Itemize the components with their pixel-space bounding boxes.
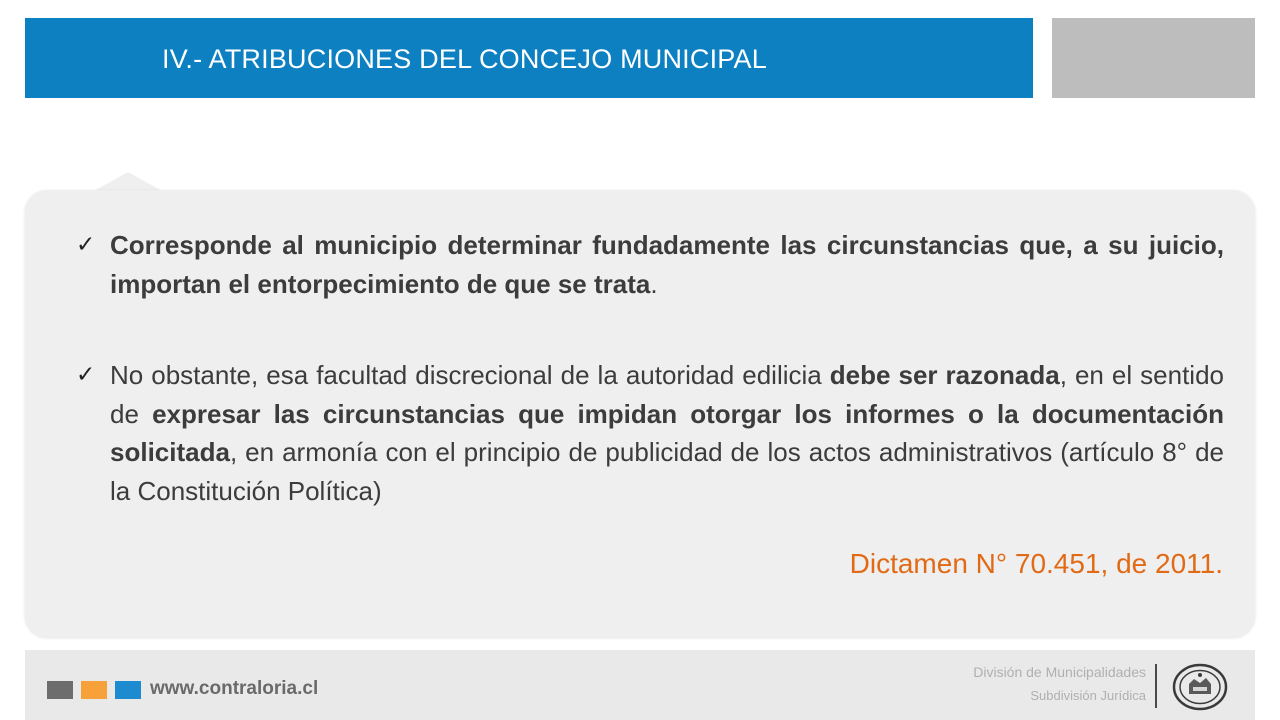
bullet-item-2 — [76, 356, 1225, 510]
bullet-2-text-2: , en el sentido de — [110, 360, 1225, 429]
check-icon: ✓ — [76, 232, 96, 258]
slide-title: IV.- ATRIBUCIONES DEL CONCEJO MUNICIPAL — [162, 44, 767, 74]
bullet-1-tail: . — [650, 268, 658, 299]
footer-square-orange — [81, 681, 107, 699]
bullet-1-bold: Corresponde al municipio determinar fundadamente las circunstancias que, a su juicio, importan el entorpecimiento de que se trata — [110, 230, 1224, 299]
bullet-2-bold-1: debe ser razonada — [829, 360, 1060, 390]
citation: Dictamen N° 70.451, de 2011. — [849, 548, 1223, 579]
card-notch — [92, 172, 164, 192]
bullet-item-1 — [76, 226, 1224, 303]
check-icon: ✓ — [76, 362, 96, 388]
contraloria-seal-icon — [1172, 663, 1228, 711]
website-link[interactable]: www.contraloria.cl — [150, 678, 319, 699]
footer-separator — [1155, 664, 1157, 708]
division-label: División de Municipalidades — [973, 664, 1146, 680]
bullet-2-text-1: No obstante, esa facultad discrecional de la autoridad edilicia — [110, 360, 830, 390]
bullet-2-bold-2: expresar las circunstancias que impidan otorgar los informes o la documentación solicitada — [110, 398, 1224, 467]
bullet-2-text-3: , en armonía con el principio de publicidad de los actos administrativos (artículo 8° de la Constitución Política) — [110, 437, 1224, 506]
header-gray-block — [1052, 18, 1255, 98]
subdivision-label: Subdivisión Jurídica — [1030, 688, 1146, 703]
footer-square-blue — [115, 681, 141, 699]
footer-square-gray — [47, 681, 73, 699]
